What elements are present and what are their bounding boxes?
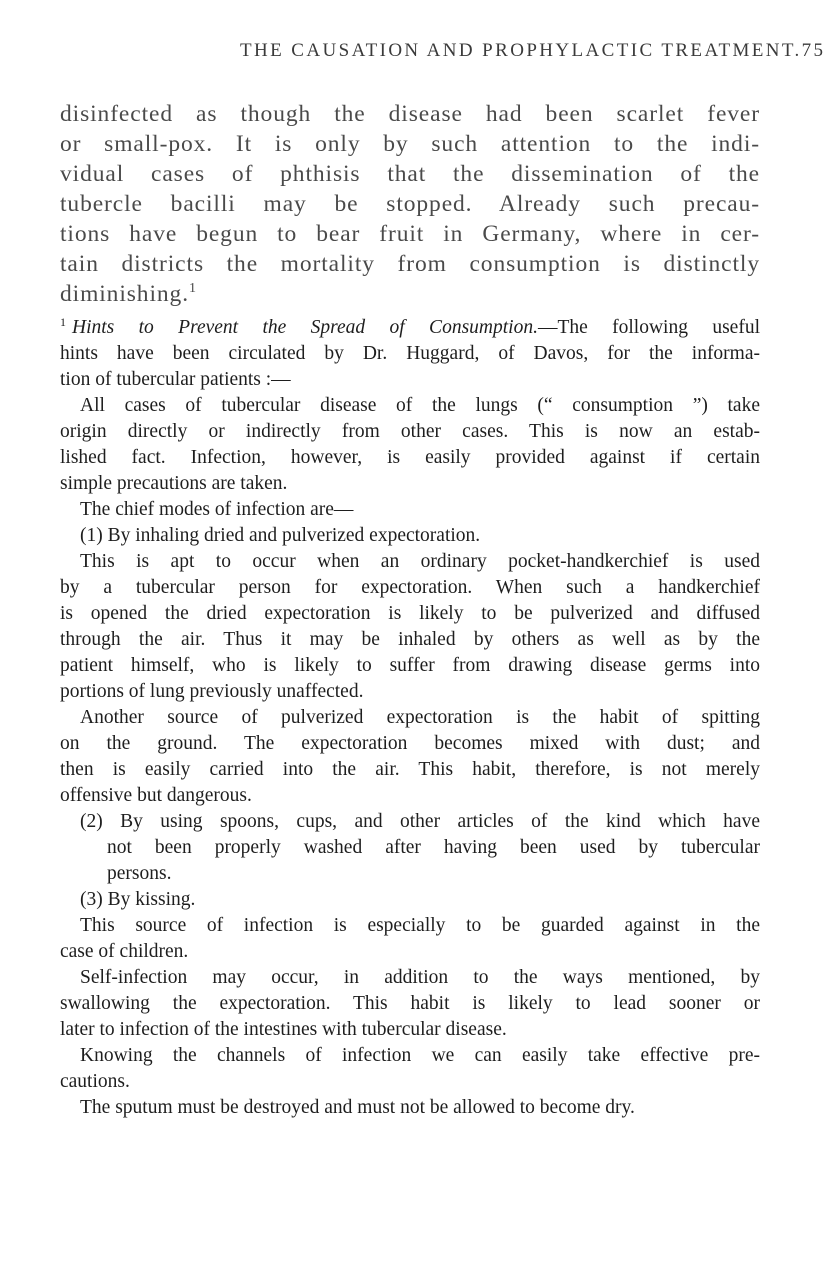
footnote-line: portions of lung previously unaffected. xyxy=(60,681,364,702)
footnote-line: (3) By kissing. xyxy=(80,889,196,910)
footnote-line: later to infection of the intestines with tubercular disease. xyxy=(60,1019,507,1040)
main-paragraph xyxy=(60,99,760,309)
footnote-line: (1) By inhaling dried and pulverized expectoration. xyxy=(80,525,481,546)
footnote-line: lished fact. Infection, however, is easily provided against if certain xyxy=(60,447,760,468)
running-title: THE CAUSATION AND PROPHYLACTIC TREATMENT. xyxy=(240,40,802,61)
footnote-line-text: —The following useful xyxy=(537,317,760,338)
body-line: vidual cases of phthisis that the dissemination of the xyxy=(60,161,760,187)
footnote-reference: 1 xyxy=(188,281,197,297)
footnote-line: This source of infection is especially to be guarded against in the xyxy=(80,915,760,936)
body-line: tubercle bacilli may be stopped. Already such precau- xyxy=(60,191,760,217)
footnote-line: Self-infection may occur, in addition to the ways mentioned, by xyxy=(80,967,760,988)
body-line: tain districts the mortality from consumption is distinctly xyxy=(60,251,760,277)
footnote-title: Hints to Prevent the Spread of Consumption. xyxy=(72,317,538,338)
page-number: 75 xyxy=(801,40,825,61)
body-line-last xyxy=(60,279,760,309)
footnote-line: All cases of tubercular disease of the lungs (“ consumption ”) take xyxy=(80,395,760,416)
footnote-line: case of children. xyxy=(60,941,189,962)
body-line-text: diminishing. xyxy=(60,281,189,307)
footnote-line: offensive but dangerous. xyxy=(60,785,252,806)
footnote-line: simple precautions are taken. xyxy=(60,473,288,494)
footnote-line: patient himself, who is likely to suffer from drawing disease germs into xyxy=(60,655,760,676)
footnote-mark: 1 xyxy=(60,314,66,329)
body-line: or small-pox. It is only by such attention to the indi- xyxy=(60,131,760,157)
footnote-line: tion of tubercular patients :— xyxy=(60,369,291,390)
body-line: tions have begun to bear fruit in Germany, where in cer- xyxy=(60,221,760,247)
footnote-line: hints have been circulated by Dr. Huggard, of Davos, for the informa- xyxy=(60,343,760,364)
footnote-line: (2) By using spoons, cups, and other articles of the kind which have xyxy=(80,811,760,832)
footnote-line: on the ground. The expectoration becomes mixed with dust; and xyxy=(60,733,760,754)
footnote-line: through the air. Thus it may be inhaled by others as well as by the xyxy=(60,629,760,650)
footnote-line xyxy=(60,315,760,341)
footnote-line: is opened the dried expectoration is likely to be pulverized and diffused xyxy=(60,603,760,624)
footnote-line: Another source of pulverized expectoration is the habit of spitting xyxy=(80,707,760,728)
footnote-line: cautions. xyxy=(60,1071,130,1092)
footnote-line: persons. xyxy=(107,863,172,884)
body-line: disinfected as though the disease had been scarlet fever xyxy=(60,101,760,127)
footnote-line: The chief modes of infection are— xyxy=(80,499,354,520)
footnote-line: by a tubercular person for expectoration. When such a handkerchief xyxy=(60,577,760,598)
footnote-line: swallowing the expectoration. This habit is likely to lead sooner or xyxy=(60,993,760,1014)
footnote-line: origin directly or indirectly from other cases. This is now an estab- xyxy=(60,421,760,442)
footnote-line: then is easily carried into the air. This habit, therefore, is not merely xyxy=(60,759,760,780)
footnote-line: This is apt to occur when an ordinary pocket-handkerchief is used xyxy=(80,551,760,572)
footnote xyxy=(60,315,760,1121)
footnote-line: not been properly washed after having been used by tubercular xyxy=(107,837,760,858)
footnote-line: The sputum must be destroyed and must not be allowed to become dry. xyxy=(80,1097,635,1118)
footnote-line: Knowing the channels of infection we can easily take effective pre- xyxy=(80,1045,760,1066)
running-head xyxy=(240,40,825,62)
